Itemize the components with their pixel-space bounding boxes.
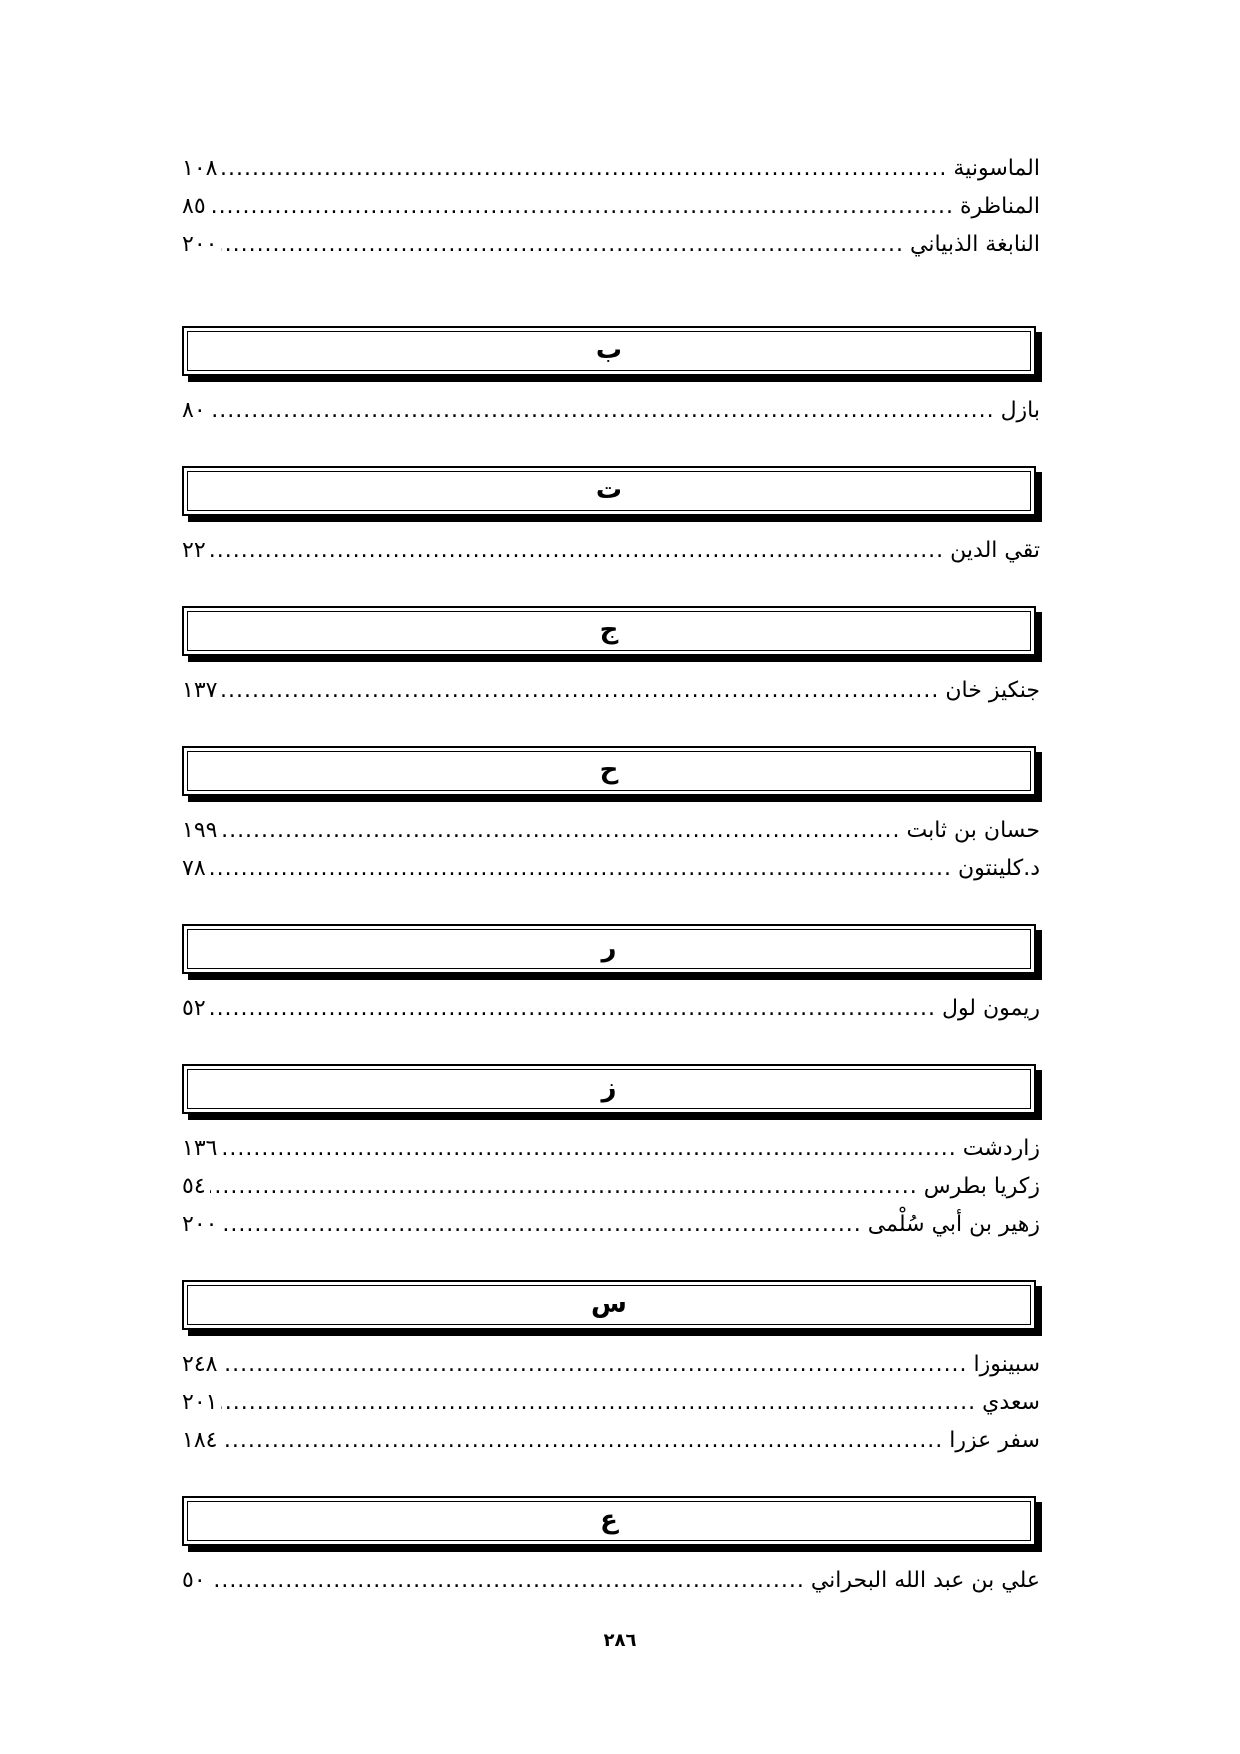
entry-name: د.كلينتون	[958, 856, 1040, 881]
section-letter: ب	[595, 335, 623, 365]
index-entry	[182, 812, 1040, 850]
index-entry	[182, 990, 1040, 1028]
dot-leader	[221, 1206, 861, 1244]
dot-leader	[210, 188, 954, 226]
dot-leader	[221, 1346, 967, 1384]
entry-name: زهير بن أبي سُلْمى	[867, 1212, 1040, 1237]
entry-page: ١٩٩	[182, 818, 218, 843]
entry-page: ٢٠١	[182, 1390, 218, 1415]
section-letter: ر	[601, 933, 617, 963]
entry-page: ١٣٧	[182, 678, 218, 703]
entry-page: ٥٢	[182, 996, 206, 1021]
entry-name: ريمون لول	[941, 996, 1040, 1021]
entry-name: بازل	[1000, 398, 1040, 423]
dot-leader	[221, 150, 947, 188]
entry-page: ٢٤٨	[182, 1352, 218, 1377]
index-entry	[182, 1346, 1040, 1384]
dot-leader	[210, 532, 945, 570]
dot-leader	[221, 1130, 956, 1168]
section-header-ayn	[182, 1496, 1036, 1546]
index-entry	[182, 850, 1040, 888]
index-entry	[182, 1130, 1040, 1168]
entry-page: ٨٥	[182, 194, 206, 219]
section-letter: ج	[599, 615, 619, 645]
entry-page: ٧٨	[182, 856, 206, 881]
index-entry	[182, 1422, 1040, 1460]
section-header-ba	[182, 326, 1036, 376]
section-letter: ز	[601, 1073, 617, 1103]
entry-page: ٢٢	[182, 538, 206, 563]
entry-page: ١٨٤	[182, 1428, 218, 1453]
index-entry	[182, 392, 1040, 430]
entry-page: ١٣٦	[182, 1136, 218, 1161]
dot-leader	[210, 1168, 918, 1206]
index-entry	[182, 1206, 1040, 1244]
index-entry	[182, 150, 1040, 188]
dot-leader	[210, 850, 952, 888]
dot-leader	[210, 392, 995, 430]
dot-leader	[221, 672, 939, 710]
entry-name: زكريا بطرس	[923, 1174, 1040, 1199]
entry-name: سفر عزرا	[949, 1428, 1040, 1453]
entry-page: ٢٠٠	[182, 1212, 218, 1237]
section-header-ra	[182, 924, 1036, 974]
section-letter: س	[591, 1289, 627, 1319]
entry-name: علي بن عبد الله البحراني	[810, 1568, 1040, 1593]
section-header-zay	[182, 1064, 1036, 1114]
entry-name: سعدي	[982, 1390, 1040, 1415]
entry-name: تقي الدين	[950, 538, 1040, 563]
section-header-ta	[182, 466, 1036, 516]
entry-page: ٢٠٠	[182, 232, 218, 257]
dot-leader	[221, 812, 900, 850]
index-entry	[182, 1384, 1040, 1422]
entry-page: ١٠٨	[182, 156, 218, 181]
index-entry	[182, 672, 1040, 710]
entry-name: المناظرة	[959, 194, 1040, 219]
entry-page: ٨٠	[182, 398, 206, 423]
index-entry	[182, 1562, 1040, 1600]
section-header-ha	[182, 746, 1036, 796]
dot-leader	[210, 990, 936, 1028]
section-letter: ت	[595, 475, 623, 505]
index-content	[182, 150, 1040, 1600]
index-entry	[182, 1168, 1040, 1206]
index-entry	[182, 226, 1040, 264]
entry-name: سبينوزا	[973, 1352, 1040, 1377]
section-letter: ع	[600, 1505, 618, 1535]
entry-name: حسان بن ثابت	[906, 818, 1040, 843]
section-header-sin	[182, 1280, 1036, 1330]
section-letter: ح	[599, 755, 619, 785]
entry-name: النابغة الذبياني	[910, 232, 1040, 257]
intro-group	[182, 150, 1040, 264]
dot-leader	[210, 1562, 805, 1600]
dot-leader	[221, 226, 904, 264]
dot-leader	[221, 1384, 976, 1422]
section-header-jim	[182, 606, 1036, 656]
entry-name: زاردشت	[962, 1136, 1040, 1161]
index-entry	[182, 532, 1040, 570]
entry-name: جنكيز خان	[945, 678, 1040, 703]
index-entry	[182, 188, 1040, 226]
entry-page: ٥٠	[182, 1568, 206, 1593]
entry-name: الماسونية	[953, 156, 1040, 181]
entry-page: ٥٤	[182, 1174, 206, 1199]
dot-leader	[221, 1422, 943, 1460]
page-number: ٢٨٦	[603, 1630, 637, 1651]
